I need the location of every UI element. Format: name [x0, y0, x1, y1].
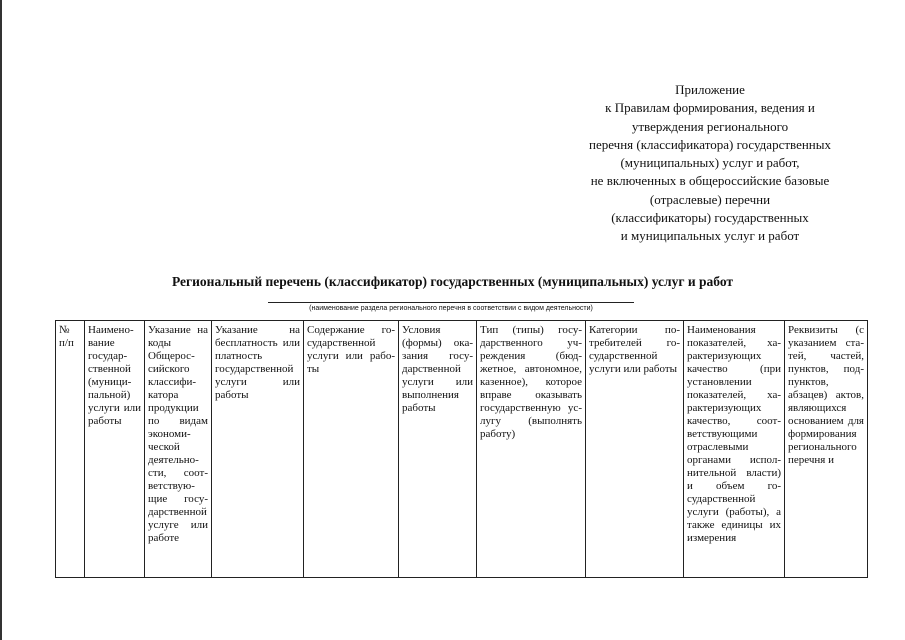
header-cell-consumer-categories: Категории потребителей государственной услуги или работы: [586, 321, 684, 578]
services-table: [55, 320, 868, 578]
appendix-line: перечня (классификатора) государственных: [588, 136, 832, 152]
header-cell-legal-requisites: Реквизиты (с указанием статей, частей, пунктов, подпунктов, абзацев) актов, являющихся основанием для формирования регионального перечня и: [785, 321, 868, 578]
header-cell-institution-type: Тип (типы) государственного учреждения (бюджетное, автономное, казенное), которое вправе оказывать государственную услугу (выполнять работу): [477, 321, 586, 578]
header-cell-free-or-paid: Указание на бесплатность или платность государственной услуги или работы: [212, 321, 304, 578]
appendix-line: Приложение: [675, 82, 745, 97]
header-cell-service-content: Содержание государственной услуги или работы: [304, 321, 399, 578]
document-title: Региональный перечень (классификатор) государственных (муниципальных) услуг и работ: [171, 274, 734, 289]
appendix-line: (классификаторы) государственных: [611, 210, 809, 226]
appendix-line: утверждения регионального: [631, 118, 789, 134]
header-cell-number: № п/п: [56, 321, 85, 578]
appendix-line: (отраслевые) перечни: [649, 191, 771, 207]
appendix-line: и муниципальных услуг и работ: [620, 228, 800, 244]
appendix-line: не включенных в общероссийские базовые: [590, 173, 830, 189]
appendix-note: [560, 81, 860, 246]
title-underline: [268, 302, 634, 303]
header-cell-quality-indicators: Наименования показателей, характеризующих качество (при установлении показателей, характеризующих качество, соответствующими отраслевыми органами исполнительной власти) и объем государственной услуги (работы), а также единицы их измерения: [684, 321, 785, 578]
header-cell-okved-codes: Указание на коды Общероссийского классификатора продукции по видам экономической деятельности, соответствующие государственной услуге или работе: [145, 321, 212, 578]
appendix-line: к Правилам формирования, ведения и: [605, 100, 815, 116]
table-header-row: [56, 321, 868, 578]
header-cell-provision-conditions: Условия (формы) оказания государственной услуги или выполнения работы: [399, 321, 477, 578]
header-cell-service-name: Наименование государственной (муниципальной) услуги или работы: [85, 321, 145, 578]
appendix-line: (муниципальных) услуг и работ,: [620, 155, 800, 171]
page-left-edge: [0, 0, 2, 640]
section-name-caption: (наименование раздела регионального перечня в соответствии с видом деятельности): [309, 305, 593, 312]
